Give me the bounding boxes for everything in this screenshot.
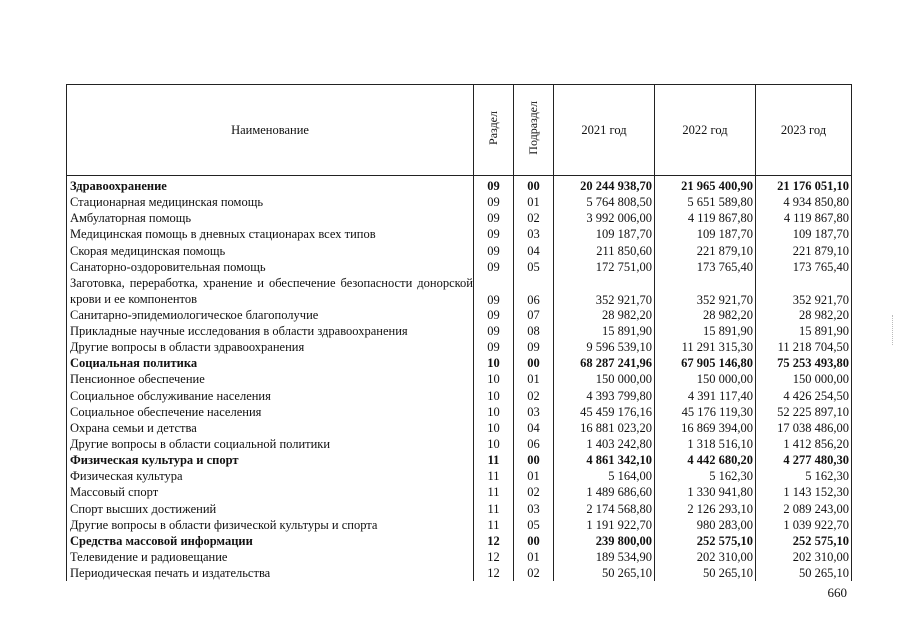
row-value-2022: 21 965 400,90 <box>655 176 756 195</box>
row-name: Стационарная медицинская помощь <box>67 194 474 210</box>
row-name: Социальная политика <box>67 355 474 371</box>
row-name: Прикладные научные исследования в области здравоохранения <box>67 323 474 339</box>
row-value-2022: 5 162,30 <box>655 468 756 484</box>
row-value-2021: 68 287 241,96 <box>554 355 655 371</box>
row-value-2023: 150 000,00 <box>756 371 852 387</box>
row-value-2023: 50 265,10 <box>756 565 852 581</box>
row-name: Медицинская помощь в дневных стационарах всех типов <box>67 226 474 242</box>
row-value-2021: 211 850,60 <box>554 243 655 259</box>
row-section-code: 10 <box>474 371 514 387</box>
row-subsection-code: 02 <box>514 388 554 404</box>
table-row <box>67 355 852 371</box>
row-subsection-code: 02 <box>514 210 554 226</box>
row-value-2021: 5 164,00 <box>554 468 655 484</box>
table-row <box>67 533 852 549</box>
table-row <box>67 468 852 484</box>
row-subsection-code: 03 <box>514 501 554 517</box>
row-value-2022: 15 891,90 <box>655 323 756 339</box>
header-subsection-label: Подраздел <box>526 101 540 155</box>
row-subsection-code: 03 <box>514 404 554 420</box>
table-row <box>67 484 852 500</box>
table-row <box>67 501 852 517</box>
row-value-2022: 11 291 315,30 <box>655 339 756 355</box>
table-row <box>67 323 852 339</box>
table-row <box>67 371 852 387</box>
row-value-2021: 16 881 023,20 <box>554 420 655 436</box>
row-name: Санитарно-эпидемиологическое благополучие <box>67 307 474 323</box>
row-section-code: 10 <box>474 420 514 436</box>
row-value-2023: 109 187,70 <box>756 226 852 242</box>
row-value-2022: 4 442 680,20 <box>655 452 756 468</box>
row-section-code: 10 <box>474 355 514 371</box>
row-value-2023: 15 891,90 <box>756 323 852 339</box>
row-value-2023: 352 921,70 <box>756 275 852 307</box>
row-name: Физическая культура <box>67 468 474 484</box>
row-value-2021: 5 764 808,50 <box>554 194 655 210</box>
row-subsection-code: 08 <box>514 323 554 339</box>
table-row <box>67 388 852 404</box>
row-subsection-code: 02 <box>514 565 554 581</box>
row-section-code: 11 <box>474 452 514 468</box>
row-value-2021: 9 596 539,10 <box>554 339 655 355</box>
row-value-2023: 5 162,30 <box>756 468 852 484</box>
header-year-2022: 2022 год <box>655 85 756 176</box>
row-section-code: 09 <box>474 259 514 275</box>
table-row <box>67 176 852 195</box>
row-value-2021: 4 861 342,10 <box>554 452 655 468</box>
row-name: Социальное обслуживание населения <box>67 388 474 404</box>
row-section-code: 11 <box>474 501 514 517</box>
table-row <box>67 210 852 226</box>
row-value-2021: 352 921,70 <box>554 275 655 307</box>
row-value-2023: 4 119 867,80 <box>756 210 852 226</box>
row-section-code: 12 <box>474 549 514 565</box>
row-section-code: 10 <box>474 436 514 452</box>
table-row <box>67 549 852 565</box>
header-section-label: Раздел <box>486 111 500 145</box>
row-value-2023: 252 575,10 <box>756 533 852 549</box>
row-value-2023: 21 176 051,10 <box>756 176 852 195</box>
row-section-code: 09 <box>474 275 514 307</box>
row-section-code: 12 <box>474 565 514 581</box>
row-value-2021: 150 000,00 <box>554 371 655 387</box>
row-value-2022: 50 265,10 <box>655 565 756 581</box>
table-row <box>67 194 852 210</box>
header-year-2021: 2021 год <box>554 85 655 176</box>
row-value-2023: 4 934 850,80 <box>756 194 852 210</box>
row-name: Амбулаторная помощь <box>67 210 474 226</box>
row-value-2022: 5 651 589,80 <box>655 194 756 210</box>
table-row <box>67 243 852 259</box>
row-value-2022: 4 119 867,80 <box>655 210 756 226</box>
table-row <box>67 259 852 275</box>
row-name: Скорая медицинская помощь <box>67 243 474 259</box>
row-value-2023: 1 039 922,70 <box>756 517 852 533</box>
row-subsection-code: 01 <box>514 468 554 484</box>
row-value-2022: 252 575,10 <box>655 533 756 549</box>
row-value-2022: 352 921,70 <box>655 275 756 307</box>
header-section <box>474 85 514 176</box>
header-year-2023: 2023 год <box>756 85 852 176</box>
row-name: Телевидение и радиовещание <box>67 549 474 565</box>
row-subsection-code: 05 <box>514 517 554 533</box>
row-value-2022: 1 318 516,10 <box>655 436 756 452</box>
row-name: Другие вопросы в области социальной политики <box>67 436 474 452</box>
row-value-2023: 52 225 897,10 <box>756 404 852 420</box>
row-value-2022: 980 283,00 <box>655 517 756 533</box>
page-number: 660 <box>827 585 847 600</box>
row-value-2021: 172 751,00 <box>554 259 655 275</box>
row-subsection-code: 00 <box>514 355 554 371</box>
row-section-code: 10 <box>474 404 514 420</box>
row-value-2021: 20 244 938,70 <box>554 176 655 195</box>
table-row <box>67 565 852 581</box>
row-value-2022: 173 765,40 <box>655 259 756 275</box>
table-row <box>67 517 852 533</box>
row-name: Пенсионное обеспечение <box>67 371 474 387</box>
row-name: Санаторно-оздоровительная помощь <box>67 259 474 275</box>
budget-table <box>66 84 852 581</box>
row-section-code: 09 <box>474 307 514 323</box>
row-section-code: 09 <box>474 226 514 242</box>
row-subsection-code: 05 <box>514 259 554 275</box>
row-subsection-code: 00 <box>514 176 554 195</box>
row-name: Физическая культура и спорт <box>67 452 474 468</box>
row-value-2021: 109 187,70 <box>554 226 655 242</box>
row-value-2022: 221 879,10 <box>655 243 756 259</box>
row-name: Охрана семьи и детства <box>67 420 474 436</box>
row-value-2023: 11 218 704,50 <box>756 339 852 355</box>
row-value-2022: 2 126 293,10 <box>655 501 756 517</box>
row-value-2021: 15 891,90 <box>554 323 655 339</box>
row-subsection-code: 06 <box>514 275 554 307</box>
row-value-2021: 2 174 568,80 <box>554 501 655 517</box>
row-subsection-code: 01 <box>514 371 554 387</box>
scan-artifact <box>892 315 895 345</box>
row-value-2022: 16 869 394,00 <box>655 420 756 436</box>
row-subsection-code: 03 <box>514 226 554 242</box>
row-value-2023: 173 765,40 <box>756 259 852 275</box>
header-subsection <box>514 85 554 176</box>
row-value-2023: 17 038 486,00 <box>756 420 852 436</box>
row-section-code: 10 <box>474 388 514 404</box>
row-section-code: 09 <box>474 339 514 355</box>
row-name: Социальное обеспечение населения <box>67 404 474 420</box>
table-row <box>67 420 852 436</box>
row-value-2021: 239 800,00 <box>554 533 655 549</box>
table-row <box>67 404 852 420</box>
row-subsection-code: 04 <box>514 243 554 259</box>
row-value-2023: 75 253 493,80 <box>756 355 852 371</box>
row-name: Заготовка, переработка, хранение и обеспечение безопасности донорской крови и ее компонентов <box>67 275 474 307</box>
row-value-2021: 3 992 006,00 <box>554 210 655 226</box>
row-value-2023: 4 277 480,30 <box>756 452 852 468</box>
table-row <box>67 275 852 307</box>
row-value-2021: 1 489 686,60 <box>554 484 655 500</box>
row-value-2023: 1 143 152,30 <box>756 484 852 500</box>
row-subsection-code: 02 <box>514 484 554 500</box>
row-value-2022: 67 905 146,80 <box>655 355 756 371</box>
row-value-2023: 4 426 254,50 <box>756 388 852 404</box>
row-value-2022: 109 187,70 <box>655 226 756 242</box>
row-subsection-code: 09 <box>514 339 554 355</box>
row-section-code: 09 <box>474 194 514 210</box>
row-value-2023: 2 089 243,00 <box>756 501 852 517</box>
row-value-2023: 1 412 856,20 <box>756 436 852 452</box>
row-value-2023: 202 310,00 <box>756 549 852 565</box>
row-value-2021: 45 459 176,16 <box>554 404 655 420</box>
row-subsection-code: 01 <box>514 194 554 210</box>
row-name: Другие вопросы в области физической культуры и спорта <box>67 517 474 533</box>
row-section-code: 11 <box>474 517 514 533</box>
row-section-code: 09 <box>474 176 514 195</box>
row-subsection-code: 00 <box>514 533 554 549</box>
row-name: Спорт высших достижений <box>67 501 474 517</box>
row-value-2022: 1 330 941,80 <box>655 484 756 500</box>
row-section-code: 09 <box>474 323 514 339</box>
row-value-2022: 202 310,00 <box>655 549 756 565</box>
row-subsection-code: 06 <box>514 436 554 452</box>
row-value-2021: 189 534,90 <box>554 549 655 565</box>
row-value-2021: 1 191 922,70 <box>554 517 655 533</box>
table-body <box>67 176 852 582</box>
row-subsection-code: 00 <box>514 452 554 468</box>
row-value-2022: 45 176 119,30 <box>655 404 756 420</box>
row-value-2022: 150 000,00 <box>655 371 756 387</box>
row-name: Здравоохранение <box>67 176 474 195</box>
row-value-2023: 28 982,20 <box>756 307 852 323</box>
table-header-row <box>67 85 852 176</box>
header-name: Наименование <box>67 85 474 176</box>
row-value-2023: 221 879,10 <box>756 243 852 259</box>
row-section-code: 09 <box>474 210 514 226</box>
row-value-2022: 4 391 117,40 <box>655 388 756 404</box>
row-value-2021: 28 982,20 <box>554 307 655 323</box>
row-subsection-code: 07 <box>514 307 554 323</box>
row-section-code: 12 <box>474 533 514 549</box>
row-name: Другие вопросы в области здравоохранения <box>67 339 474 355</box>
row-value-2021: 50 265,10 <box>554 565 655 581</box>
row-section-code: 11 <box>474 468 514 484</box>
row-value-2021: 4 393 799,80 <box>554 388 655 404</box>
row-value-2021: 1 403 242,80 <box>554 436 655 452</box>
table-row <box>67 307 852 323</box>
table-row <box>67 436 852 452</box>
row-name: Массовый спорт <box>67 484 474 500</box>
row-section-code: 09 <box>474 243 514 259</box>
table-row <box>67 339 852 355</box>
row-subsection-code: 01 <box>514 549 554 565</box>
table-row <box>67 226 852 242</box>
row-name: Средства массовой информации <box>67 533 474 549</box>
row-subsection-code: 04 <box>514 420 554 436</box>
row-section-code: 11 <box>474 484 514 500</box>
table-row <box>67 452 852 468</box>
row-name: Периодическая печать и издательства <box>67 565 474 581</box>
row-value-2022: 28 982,20 <box>655 307 756 323</box>
